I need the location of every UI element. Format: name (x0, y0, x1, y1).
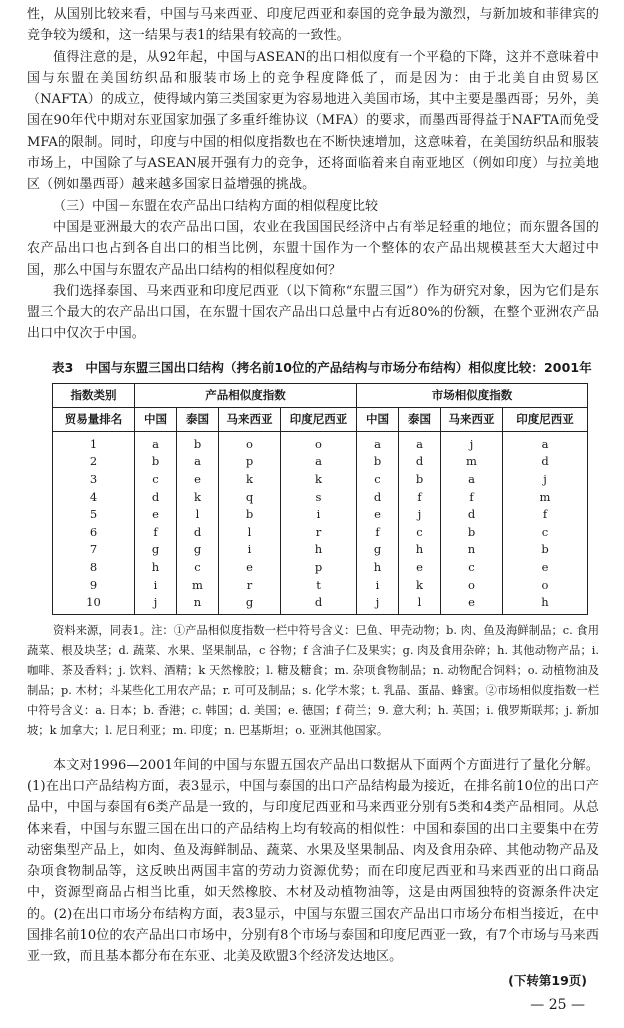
product-code-cell: t (281, 577, 357, 595)
product-code-cell: i (281, 506, 357, 524)
product-code-cell: g (135, 541, 177, 559)
market-code-cell: f (441, 489, 503, 507)
product-code-cell: g (177, 541, 219, 559)
product-code-cell: a (281, 453, 357, 471)
product-code-cell: c (135, 471, 177, 489)
paragraph-analysis: 本文对1996—2001年间的中国与东盟五国农产品出口数据从下面两个方面进行了量化分解。(1)在出口产品结构方面，表3显示，中国与泰国的出口产品结构最为接近，在排名前10位的出口产品中，中国与泰国有6类产品是一致的，与印度尼西亚和马来西亚分别有5类和4类产品相同。从总体来看，中国与东盟三国在出口的产品结构上均有较高的相似性：中国和泰国的出口主要集中在劳动密集型产品上，如肉、鱼及海鲜制品、蔬菜、水果及坚果制品、肉及食用杂碎、其他动物产品及杂项食物制品等，这反映出两国丰富的劳动力资源优势；而在印度尼西亚和马来西亚的出口商品中，资源型商品占相当比重，如天然橡胶、木材及动植物油等，这是由两国独特的资源条件决定的。(2)在出口市场分布结构方面，表3显示，中国与东盟三国农产品出口市场分布相当接近，在中国排名前10位的农产品出口市场中，分别有8个市场与泰国和印度尼西亚一致，有7个市场与马来西亚一致，而且基本都分布在东亚、北美及欧盟3个经济发达地区。 (27, 757, 599, 965)
table-row (53, 577, 588, 595)
market-code-cell: e (441, 594, 503, 614)
product-code-cell: s (281, 489, 357, 507)
table-row (53, 524, 588, 542)
market-code-cell: f (357, 524, 399, 542)
header-country: 马来西亚 (441, 407, 503, 431)
product-code-cell: h (135, 559, 177, 577)
table-row (53, 471, 588, 489)
market-code-cell: m (441, 453, 503, 471)
market-code-cell: b (441, 524, 503, 542)
market-code-cell: a (441, 471, 503, 489)
table-row (53, 594, 588, 614)
rank-cell: 2 (53, 453, 135, 471)
product-code-cell: i (135, 577, 177, 595)
table-caption (52, 359, 599, 377)
table-wrapper (52, 383, 587, 615)
rank-cell: 3 (53, 471, 135, 489)
product-code-cell: p (281, 559, 357, 577)
product-code-cell: k (219, 471, 281, 489)
product-code-cell: b (177, 431, 219, 453)
market-code-cell: n (441, 541, 503, 559)
market-code-cell: o (503, 577, 588, 595)
rank-cell: 1 (53, 431, 135, 453)
product-code-cell: b (135, 453, 177, 471)
header-country: 中国 (357, 407, 399, 431)
market-code-cell: g (357, 541, 399, 559)
table-body (53, 431, 588, 614)
product-code-cell: q (219, 489, 281, 507)
market-code-cell: k (399, 577, 441, 595)
market-code-cell: b (357, 453, 399, 471)
product-code-cell: r (281, 524, 357, 542)
rank-cell: 6 (53, 524, 135, 542)
product-code-cell: j (135, 594, 177, 614)
paragraph-selection: 我们选择泰国、马来西亚和印度尼西亚（以下简称“东盟三国”）作为研究对象，因为它们是东盟三个最大的农产品出口国，在东盟十国农产品出口总量中占有近80%的份额，在整个亚洲农产品出口中仅次于中国。 (27, 283, 599, 342)
table-row (53, 489, 588, 507)
header-country: 马来西亚 (219, 407, 281, 431)
header-index-category: 指数类别 (53, 383, 135, 407)
product-code-cell: a (135, 431, 177, 453)
product-code-cell: d (281, 594, 357, 614)
similarity-table (52, 383, 588, 615)
header-country: 印度尼西亚 (503, 407, 588, 431)
market-code-cell: j (503, 471, 588, 489)
product-code-cell: a (177, 453, 219, 471)
product-code-cell: e (219, 559, 281, 577)
product-code-cell: r (219, 577, 281, 595)
market-code-cell: a (399, 431, 441, 453)
product-code-cell: g (219, 594, 281, 614)
product-code-cell: i (219, 541, 281, 559)
market-code-cell: l (399, 594, 441, 614)
market-code-cell: f (399, 489, 441, 507)
table-row (53, 453, 588, 471)
market-code-cell: c (399, 524, 441, 542)
section-heading: （三）中国－东盟在农产品出口结构方面的相似程度比较 (53, 198, 379, 214)
table-row (53, 506, 588, 524)
product-code-cell: k (281, 471, 357, 489)
table-notes: 资料来源，同表1。注：①产品相似度指数一栏中符号含义：巳鱼、甲壳动物；b. 肉、鱼及海鲜制品；c. 食用蔬菜、根及块茎；d. 蔬菜、水果、坚果制品，c 谷物；f 含油子仁及果实；g. 肉及食用杂碎；h. 其他动物产品；i. 咖啡、茶及香料；j. 饮料、酒精；k 天然橡胶；l. 糖及糖食；m. 杂项食物制品；n. 动物配合饲料；o. 动植物油及制品；p. 木材；斗某些化工用农产品；r. 可可及制品；s. 化学木浆；t. 乳晶、蛋晶、蜂蜜。②市场相似度指数一栏中符号含义：a. 日本；b. 香港；c. 韩国；d. 美国；e. 德国；f 荷兰；9. 意大利；h. 英国；i. 俄罗斯联邦；j. 新加坡；k 加拿大；l. 尼日利亚；m. 印度；n. 巴基斯坦；o. 亚洲其他国家。 (27, 623, 599, 737)
paragraph-agriculture: 中国是亚洲最大的农产品出口国，农业在我国国民经济中占有举足轻重的地位；而东盟各国的农产品出口也占到各自出口的相当比例，东盟十国作为一个整体的农产品出规模甚至大大超过中国，那么中国与东盟农产品出口结构的相似程度如何？ (27, 219, 599, 278)
header-country: 泰国 (399, 407, 441, 431)
header-product-similarity: 产品相似度指数 (135, 383, 357, 407)
header-country: 泰国 (177, 407, 219, 431)
table-row (53, 431, 588, 453)
product-code-cell: p (219, 453, 281, 471)
market-code-cell: h (503, 594, 588, 614)
market-code-cell: a (357, 431, 399, 453)
header-rank: 贸易量排名 (53, 407, 135, 431)
page-number: — 25 — (530, 996, 585, 1013)
paragraph-nafta: 值得注意的是，从92年起，中国与ASEAN的出口相似度有一个平稳的下降，这并不意味着中国与东盟在美国纺织品和服装市场上的竞争程度降低了，而是因为：由于北美自由贸易区（NAFTA）的成立，使得域内第三类国家更为容易地进入美国市场，其中主要是墨西哥；另外，美国在90年代中期对东亚国家加强了多重纤维协议（MFA）的要求，而墨西哥得益于NAFTA而免受MFA的限制。同时，印度与中国的相似度指数也在不断快速增加，这意味着，在美国纺织品和服装市场上，中国除了与ASEAN展开强有力的竞争，还将面临着来自南亚地区（例如印度）与拉美地区（例如墨西哥）越来越多国家日益增强的挑战。 (27, 49, 599, 193)
product-code-cell: c (177, 559, 219, 577)
header-market-similarity: 市场相似度指数 (357, 383, 588, 407)
market-code-cell: j (357, 594, 399, 614)
paragraph-continuation: 性，从国别比较来看，中国与马来西亚、印度尼西亚和泰国的竞争最为激烈，与新加坡和菲律宾的竞争较为缓和，这一结果与表1的结果有较高的一致性。 (27, 7, 599, 44)
market-code-cell: h (357, 559, 399, 577)
market-code-cell: e (357, 506, 399, 524)
market-code-cell: j (441, 431, 503, 453)
product-code-cell: n (177, 594, 219, 614)
header-row-groups (53, 383, 588, 407)
market-code-cell: d (399, 453, 441, 471)
market-code-cell: a (503, 431, 588, 453)
market-code-cell: d (357, 489, 399, 507)
product-code-cell: o (281, 431, 357, 453)
market-code-cell: h (399, 541, 441, 559)
market-code-cell: m (503, 489, 588, 507)
market-code-cell: c (503, 524, 588, 542)
rank-cell: 9 (53, 577, 135, 595)
market-code-cell: j (399, 506, 441, 524)
market-code-cell: d (441, 506, 503, 524)
product-code-cell: f (135, 524, 177, 542)
product-code-cell: k (177, 489, 219, 507)
header-country: 印度尼西亚 (281, 407, 357, 431)
product-code-cell: m (177, 577, 219, 595)
product-code-cell: e (177, 471, 219, 489)
market-code-cell: c (357, 471, 399, 489)
market-code-cell: i (357, 577, 399, 595)
market-code-cell: c (441, 559, 503, 577)
market-code-cell: d (503, 453, 588, 471)
rank-cell: 8 (53, 559, 135, 577)
product-code-cell: h (281, 541, 357, 559)
header-country: 中国 (135, 407, 177, 431)
table-row (53, 541, 588, 559)
product-code-cell: l (177, 506, 219, 524)
rank-cell: 7 (53, 541, 135, 559)
market-code-cell: b (503, 541, 588, 559)
product-code-cell: d (177, 524, 219, 542)
rank-cell: 4 (53, 489, 135, 507)
rank-cell: 5 (53, 506, 135, 524)
product-code-cell: b (219, 506, 281, 524)
header-row-countries (53, 407, 588, 431)
product-code-cell: l (219, 524, 281, 542)
market-code-cell: o (441, 577, 503, 595)
market-code-cell: e (503, 559, 588, 577)
table-title: 中国与东盟三国出口结构（拷名前10位的产品结构与市场分布结构）相似度比较：2001年 (85, 359, 592, 375)
table-number: 表3 (52, 359, 74, 375)
product-code-cell: e (135, 506, 177, 524)
product-code-cell: d (135, 489, 177, 507)
market-code-cell: e (399, 559, 441, 577)
product-code-cell: o (219, 431, 281, 453)
table-row (53, 559, 588, 577)
market-code-cell: f (503, 506, 588, 524)
continued-note: (下转第19页) (508, 972, 587, 988)
market-code-cell: b (399, 471, 441, 489)
rank-cell: 10 (53, 594, 135, 614)
